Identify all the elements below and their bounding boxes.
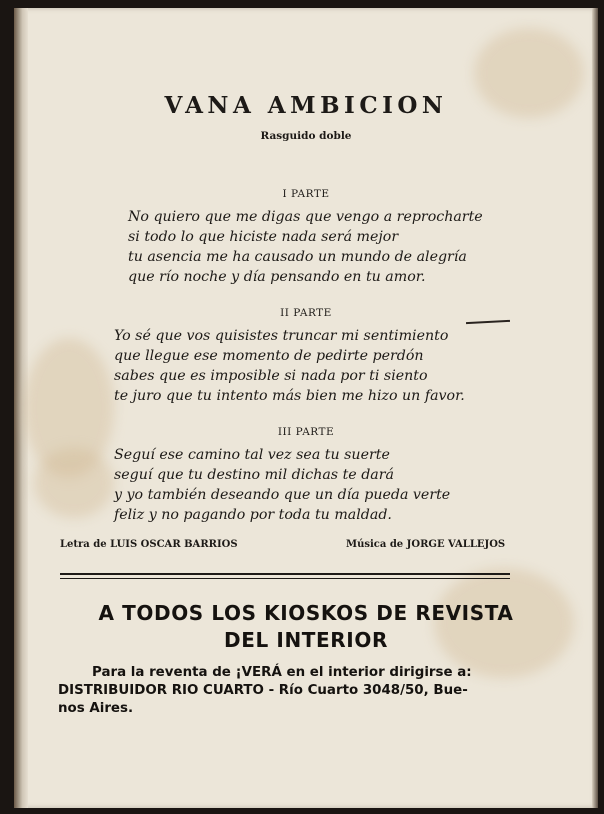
verse-line: y yo también deseando que un día pueda verte [114,487,451,503]
notice-body-line: Para la reventa de ¡VERÁ en el interior dirigirse a: [92,665,472,680]
lyrics-credit: Letra de LUIS OSCAR BARRIOS [60,539,238,550]
verse-line: si todo lo que hiciste nada será mejor [128,229,399,245]
divider-rule [60,578,510,579]
ink-stroke [466,320,510,324]
song-subtitle: Rasguido doble [260,130,352,142]
verse-block [114,445,534,525]
notice-body [58,664,528,718]
notice-title-line: A TODOS LOS KIOSKOS DE REVISTA [98,601,514,625]
page-edge [592,8,598,808]
verse-line: tu asencia me ha causado un mundo de alegría [128,249,467,265]
paper-stain [34,448,114,518]
verse-block [128,207,548,287]
part-heading: III PARTE [277,426,335,438]
verse-line: Yo sé que vos quisistes truncar mi sentimiento [114,328,449,344]
part-heading: II PARTE [280,307,332,319]
verse-line: sabes que es imposible si nada por ti siento [114,368,428,384]
verse-line: que llegue ese momento de pedirte perdón [114,348,424,364]
divider-rule [60,573,510,575]
song-title: VANA AMBICION [164,92,448,119]
notice-body-line: DISTRIBUIDOR RIO CUARTO - Río Cuarto 3048/50, Bue- [58,683,468,698]
verse-line: que río noche y día pensando en tu amor. [128,269,426,285]
notice-title [14,600,598,654]
verse-line: seguí que tu destino mil dichas te dará [114,467,394,483]
notice-title-line: DEL INTERIOR [224,628,388,652]
verse-block [114,326,534,406]
verse-line: Seguí ese camino tal vez sea tu suerte [114,447,390,463]
part-heading: I PARTE [282,188,330,200]
music-credit: Música de JORGE VALLEJOS [346,539,506,550]
magazine-page [14,8,598,808]
verse-line: No quiero que me digas que vengo a reprocharte [128,209,483,225]
notice-body-line: nos Aires. [58,701,134,716]
verse-line: te juro que tu intento más bien me hizo un favor. [114,388,465,404]
verse-line: feliz y no pagando por toda tu maldad. [114,507,392,523]
